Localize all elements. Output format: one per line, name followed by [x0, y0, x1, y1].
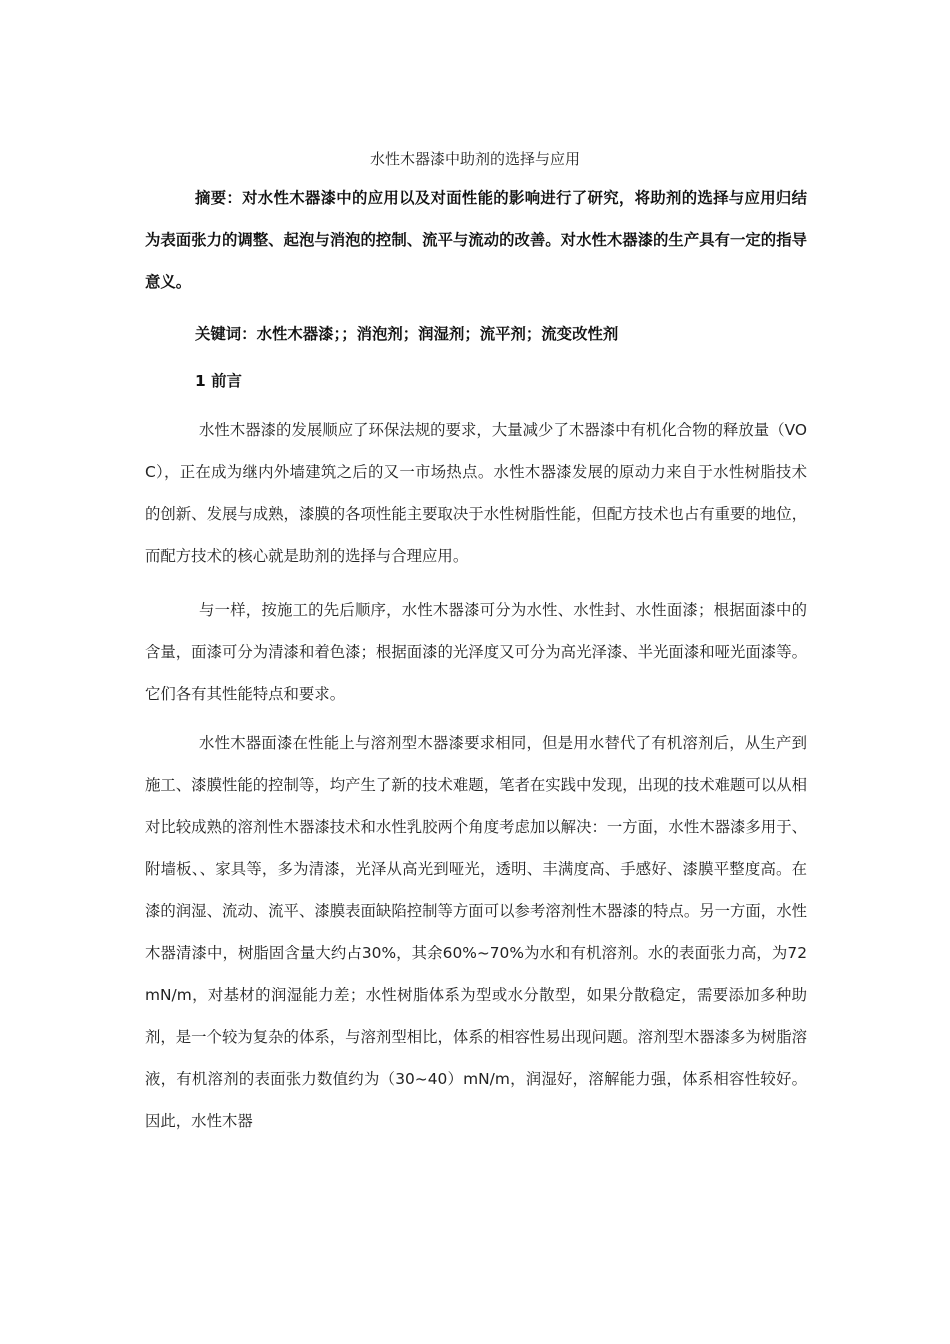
keywords-line: 关键词：水性木器漆；；消泡剂；润湿剂；流平剂；流变改性剂 [195, 325, 619, 343]
body-paragraph-2: 与一样，按施工的先后顺序，水性木器漆可分为水性、水性封、水性面漆；根据面漆中的含量，面漆可分为清漆和着色漆；根据面漆的光泽度又可分为高光泽漆、半光面漆和哑光面漆等。它们各有其性能特点和要求。 [145, 601, 807, 703]
body-paragraph-3: 水性木器面漆在性能上与溶剂型木器漆要求相同，但是用水替代了有机溶剂后，从生产到施工、漆膜性能的控制等，均产生了新的技术难题，笔者在实践中发现，出现的技术难题可以从相对比较成熟的溶剂性木器漆技术和水性乳胶两个角度考虑加以解决：一方面，水性木器漆多用于、附墙板、、家具等，多为清漆，光泽从高光到哑光，透明、丰满度高、手感好、漆膜平整度高。在漆的润湿、流动、流平、漆膜表面缺陷控制等方面可以参考溶剂性木器漆的特点。另一方面，水性木器清漆中，树脂固含量大约占30%，其余60%~70%为水和有机溶剂。水的表面张力高，为72mN/m，对基材的润湿能力差；水性树脂体系为型或水分散型，如果分散稳定，需要添加多种助剂，是一个较为复杂的体系，与溶剂型相比，体系的相容性易出现问题。溶剂型木器漆多为树脂溶液，有机溶剂的表面张力数值约为（30~40）mN/m，润湿好，溶解能力强，体系相容性较好。因此，水性木器 [145, 734, 807, 1130]
abstract-paragraph: 摘要：对水性木器漆中的应用以及对面性能的影响进行了研究，将助剂的选择与应用归结为表面张力的调整、起泡与消泡的控制、流平与流动的改善。对水性木器漆的生产具有一定的指导意义。 [145, 189, 807, 291]
section-heading: 1 前言 [195, 372, 242, 390]
body-paragraph-1: 水性木器漆的发展顺应了环保法规的要求，大量减少了木器漆中有机化合物的释放量（VOC），正在成为继内外墙建筑之后的又一市场热点。水性木器漆发展的原动力来自于水性树脂技术的创新、发展与成熟，漆膜的各项性能主要取决于水性树脂性能，但配方技术也占有重要的地位，而配方技术的核心就是助剂的选择与合理应用。 [145, 421, 807, 565]
document-title: 水性木器漆中助剂的选择与应用 [369, 150, 580, 168]
